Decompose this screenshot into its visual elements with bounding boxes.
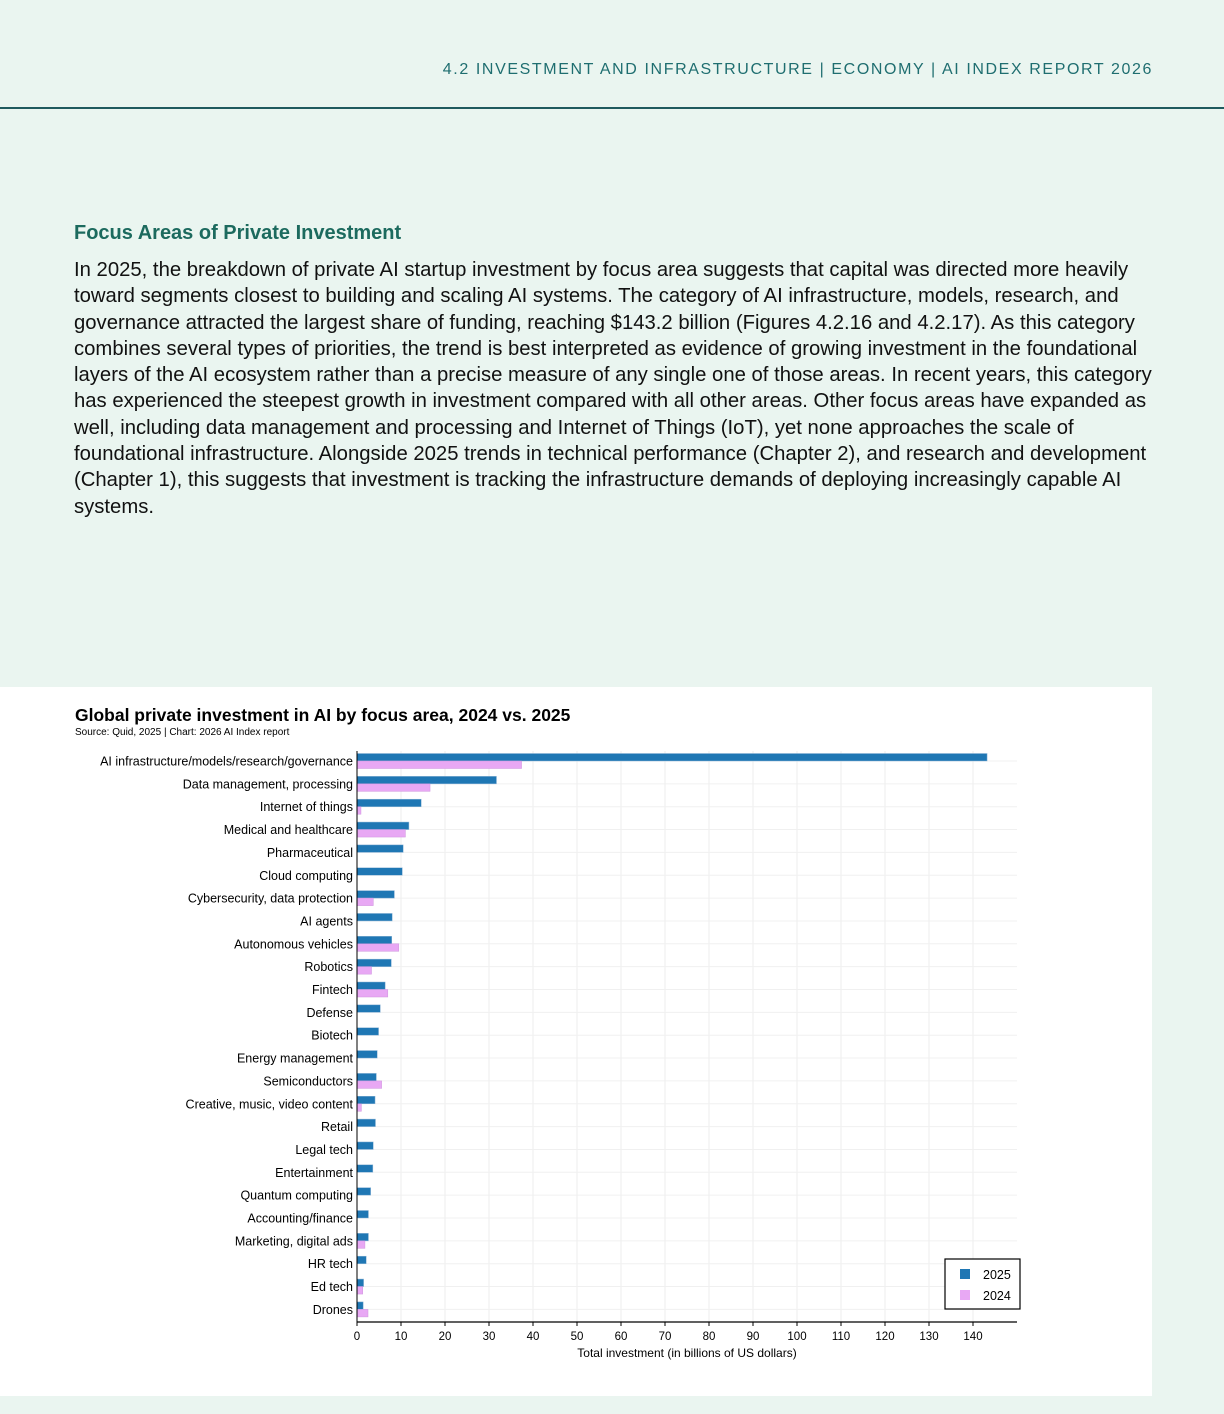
- category-label: Internet of things: [259, 800, 353, 815]
- category-label: Legal tech: [295, 1142, 353, 1157]
- x-tick-label: 0: [353, 1331, 361, 1343]
- bar-2025: [357, 1142, 373, 1150]
- chart-title: Global private investment in AI by focus area, 2024 vs. 2025: [75, 705, 571, 725]
- bar-2025: [357, 799, 421, 807]
- category-label: Quantum computing: [240, 1188, 353, 1203]
- category-label: Energy management: [236, 1051, 353, 1066]
- bar-2025: [357, 1256, 366, 1264]
- bar-2025: [357, 1028, 379, 1036]
- bar-2025: [357, 1279, 364, 1287]
- x-tick-label: 50: [570, 1331, 584, 1343]
- bar-2025: [357, 1119, 375, 1127]
- bar-2025: [357, 1211, 368, 1219]
- bar-2025: [357, 1165, 373, 1173]
- x-tick-label: 130: [919, 1331, 939, 1343]
- category-label: Fintech: [312, 983, 353, 997]
- category-label: Pharmaceutical: [266, 845, 353, 860]
- bar-2024: [357, 761, 522, 769]
- bar-2025: [357, 1188, 371, 1196]
- bar-2024: [357, 1287, 363, 1295]
- bar-2025: [357, 1005, 380, 1013]
- category-label: AI infrastructure/models/research/governance: [100, 754, 353, 769]
- x-tick-label: 10: [394, 1331, 408, 1343]
- category-label: Drones: [312, 1302, 353, 1317]
- bar-2024: [357, 990, 388, 998]
- category-label: Robotics: [304, 960, 353, 975]
- bar-2025: [357, 1233, 368, 1241]
- bar-2025: [357, 822, 409, 830]
- bar-2024: [357, 1241, 365, 1249]
- bar-2025: [357, 913, 392, 921]
- category-label: Cloud computing: [259, 868, 353, 883]
- category-label: Defense: [306, 1005, 353, 1020]
- bar-2024: [357, 784, 430, 792]
- bar-2024: [357, 898, 373, 906]
- bar-2025: [357, 845, 403, 853]
- bar-2025: [357, 1096, 375, 1104]
- legend-swatch-2025: [960, 1269, 970, 1279]
- bar-2024: [357, 807, 361, 815]
- bar-2025: [357, 1073, 376, 1081]
- bar-2024: [357, 1104, 361, 1112]
- category-label: Autonomous vehicles: [234, 937, 353, 952]
- category-label: Data management, processing: [182, 777, 353, 792]
- bar-2025: [357, 1302, 363, 1310]
- category-label: AI agents: [300, 914, 353, 929]
- x-tick-label: 30: [482, 1331, 496, 1343]
- bar-2025: [357, 982, 385, 990]
- legend-swatch-2024: [960, 1290, 970, 1300]
- bar-2025: [357, 891, 394, 899]
- bar-2024: [357, 944, 399, 952]
- category-label: Creative, music, video content: [185, 1097, 353, 1112]
- bar-2024: [357, 967, 372, 975]
- x-tick-label: 40: [526, 1331, 540, 1343]
- x-tick-label: 60: [614, 1331, 628, 1343]
- category-label: Entertainment: [275, 1165, 353, 1180]
- bar-2025: [357, 868, 402, 876]
- category-label: Marketing, digital ads: [234, 1234, 353, 1249]
- category-label: Semiconductors: [263, 1074, 353, 1089]
- x-tick-label: 110: [831, 1331, 851, 1343]
- bar-2025: [357, 936, 392, 944]
- legend-label-2024: 2024: [983, 1289, 1011, 1303]
- category-label: HR tech: [307, 1257, 353, 1272]
- category-label: Biotech: [311, 1028, 353, 1043]
- x-tick-label: 100: [787, 1331, 807, 1343]
- bar-2025: [357, 754, 987, 762]
- bar-2024: [357, 1309, 368, 1317]
- category-label: Retail: [321, 1120, 353, 1135]
- section-title: Focus Areas of Private Investment: [74, 222, 402, 244]
- x-tick-label: 90: [746, 1331, 760, 1343]
- section-body: In 2025, the breakdown of private AI startup investment by focus area suggests that capital was directed more heavily toward segments closest to building and scaling AI systems. The category of AI infrastructure, models, research, and governance attracted the largest share of funding, reaching $143.2 billion (Figures 4.2.16 and 4.2.17). As this category combines several types of priorities, the trend is best interpreted as evidence of growing investment in the foundational layers of the AI ecosystem rather than a precise measure of any single one of those areas. In recent years, this category has experienced the steepest growth in investment compared with all other areas. Other focus areas have expanded as well, including data management and processing and Internet of Things (IoT), yet none approaches the scale of foundational infrastructure. Alongside 2025 trends in technical performance (Chapter 2), and research and development (Chapter 1), this suggests that investment is tracking the infrastructure demands of deploying increasingly capable AI systems.: [74, 259, 1152, 518]
- category-label: Accounting/finance: [247, 1211, 353, 1226]
- bar-2024: [357, 1081, 382, 1089]
- category-label: Ed tech: [310, 1280, 353, 1295]
- bar-2024: [357, 830, 405, 838]
- x-axis-title: Total investment (in billions of US dollars): [577, 1346, 797, 1360]
- category-label: Cybersecurity, data protection: [187, 891, 353, 906]
- x-tick-label: 120: [875, 1331, 895, 1343]
- bar-2025: [357, 776, 496, 784]
- bar-2025: [357, 959, 391, 967]
- header-breadcrumb: 4.2 INVESTMENT AND INFRASTRUCTURE | ECONOMY | AI INDEX REPORT 2026: [442, 61, 1153, 78]
- x-tick-label: 140: [963, 1331, 983, 1343]
- x-tick-label: 70: [658, 1331, 672, 1343]
- x-tick-label: 20: [438, 1331, 452, 1343]
- chart-source: Source: Quid, 2025 | Chart: 2026 AI Index report: [75, 727, 290, 738]
- legend-label-2025: 2025: [983, 1268, 1011, 1282]
- bar-2025: [357, 1051, 377, 1059]
- category-label: Medical and healthcare: [223, 823, 353, 838]
- x-tick-label: 80: [702, 1331, 716, 1343]
